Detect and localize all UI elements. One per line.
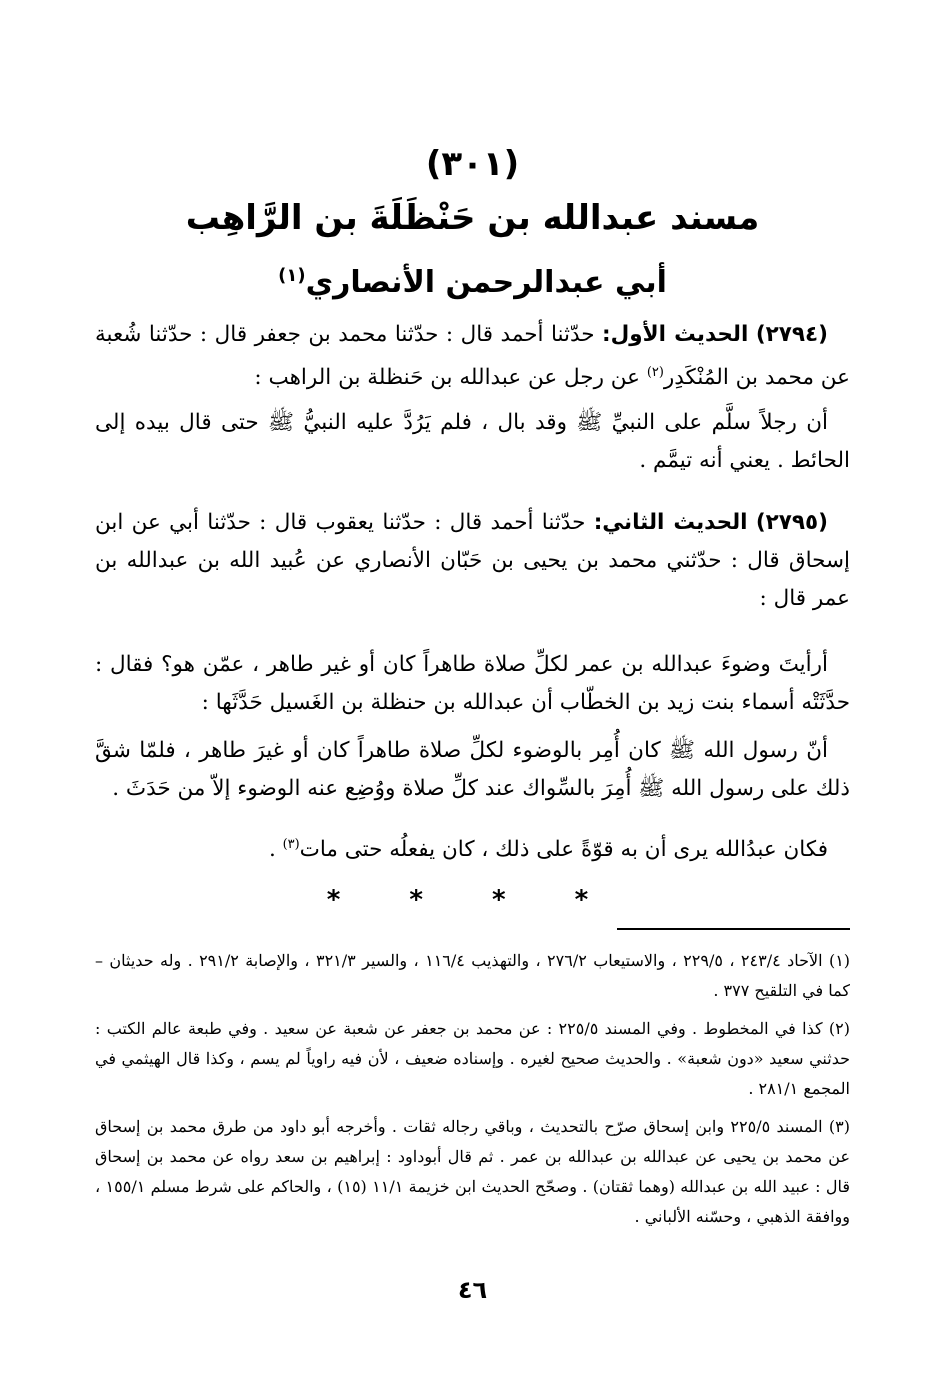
matn-text: فكان عبدُالله يرى أن به قوّةً على ذلك ، كان يفعلُه حتى مات [299, 837, 828, 863]
matn-end: . [268, 837, 283, 863]
isnad-text: عن رجل عن عبدالله بن حَنظلة بن الراهب : [254, 365, 640, 391]
footnote-number: (٢) [828, 1019, 850, 1038]
hadith-label: الحديث الثاني: [593, 510, 748, 535]
footnote-3 [95, 1112, 850, 1232]
hadith-number: (٢٧٩٥) [755, 510, 828, 535]
footnote-rule [617, 928, 850, 930]
section-separator: * * * * [326, 885, 619, 915]
footnotes [95, 946, 850, 1240]
footnote-2 [95, 1014, 850, 1104]
footnote-marker: (٣) [282, 837, 300, 852]
hadith-label: الحديث الأول: [602, 322, 749, 347]
isnad-text: حدّثنا أحمد قال : حدّثنا محمد بن جعفر قال : حدّثنا شُعبة عن محمد بن المُنْكَدِر [95, 322, 850, 391]
hadith-1-isnad [95, 316, 850, 397]
hadith-1-matn: أن رجلاً سلَّم على النبيِّ ﷺ وقد بال ، فلم يَرُدَّ عليه النبيُّ ﷺ حتى قال بيده إلى الحائط . يعني أنه تيمَّم . [95, 410, 850, 473]
footnote-text: الآحاد ٢٤٣/٤ ، ٢٢٩/٥ ، والاستيعاب ٢٧٦/٢ ، والتهذيب ١١٦/٤ ، والسير ٣٢١/٣ ، والإصابة ٢٩١/٢ . وله حديثان – كما في التلقيح ٣٧٧ . [95, 951, 850, 1000]
subtitle-text: أبي عبدالرحمن الأنصاري [305, 265, 667, 300]
footnote-number: (٣) [828, 1117, 850, 1136]
footnote-number: (١) [828, 951, 851, 970]
hadith-2-matn-1: أرأيتَ وضوءَ عبدالله بن عمر لكلِّ صلاة طاهراً كان أو غير طاهر ، عمّن هو؟ فقال : حدَّثَتْه أسماء بنت زيد بن الخطّاب أن عبدالله بن حنظلة بن الغَسيل حَدَّثَها : [95, 652, 850, 715]
footnote-marker: (١) [278, 265, 306, 286]
musnad-subtitle [95, 250, 850, 309]
footnote-marker: (٢) [646, 365, 664, 380]
hadith-2-matn-3 [95, 826, 850, 869]
isnad-text: حدّثنا أحمد قال : حدّثنا يعقوب قال : حدّثنا أبي عن ابن إسحاق قال : حدّثني محمد بن يحيى بن حَبّان الأنصاري عن عُبيد الله بن عبدالله بن عمر قال : [95, 510, 850, 611]
hadith-2-isnad [95, 504, 850, 618]
musnad-title: مسند عبدالله بن حَنْظَلَةَ بن الرَّاهِب [185, 198, 760, 238]
musnad-number: (٣٠١) [425, 144, 520, 184]
footnote-1 [95, 946, 850, 1006]
footnote-text: المسند ٢٢٥/٥ وابن إسحاق صرّح بالتحديث ، وباقي رجاله ثقات . وأخرجه أبو داود من طرق محمد بن إسحاق عن محمد بن يحيى عن عبدالله بن عبدالله بن عمر . ثم قال أبوداود : إبراهيم بن سعد رواه عن محمد بن إسحاق قال : عبيد الله بن عبدالله (وهما ثقتان) . وصحّح الحديث ابن خزيمة ١١/١ (١٥) ، والحاكم على شرط مسلم ١٥٥/١ ، ووافقة الذهبي ، وحسّنه الألباني . [95, 1117, 851, 1226]
page-number: ٤٦ [457, 1276, 488, 1304]
footnote-text: كذا في المخطوط . وفي المسند ٢٢٥/٥ : عن محمد بن جعفر عن شعبة عن سعيد . وفي طبعة عالم الكتب : حدثني سعيد «دون شعبة» . والحديث صحيح لغيره . وإسناده ضعيف ، لأن فيه راوياً لم يسم ، وكذا قال الهيثمي في المجمع ٢٨١/١ . [95, 1019, 850, 1098]
hadith-number: (٢٧٩٤) [755, 322, 828, 347]
hadith-2-matn-2: أنّ رسول الله ﷺ كان أُمِر بالوضوء لكلِّ صلاة طاهراً كان أو غيرَ طاهر ، فلمّا شقَّ ذلك على رسول الله ﷺ أُمِرَ بالسِّواك عند كلِّ صلاة ووُضِع عنه الوضوء إلاّ من حَدَثَ . [95, 738, 850, 801]
